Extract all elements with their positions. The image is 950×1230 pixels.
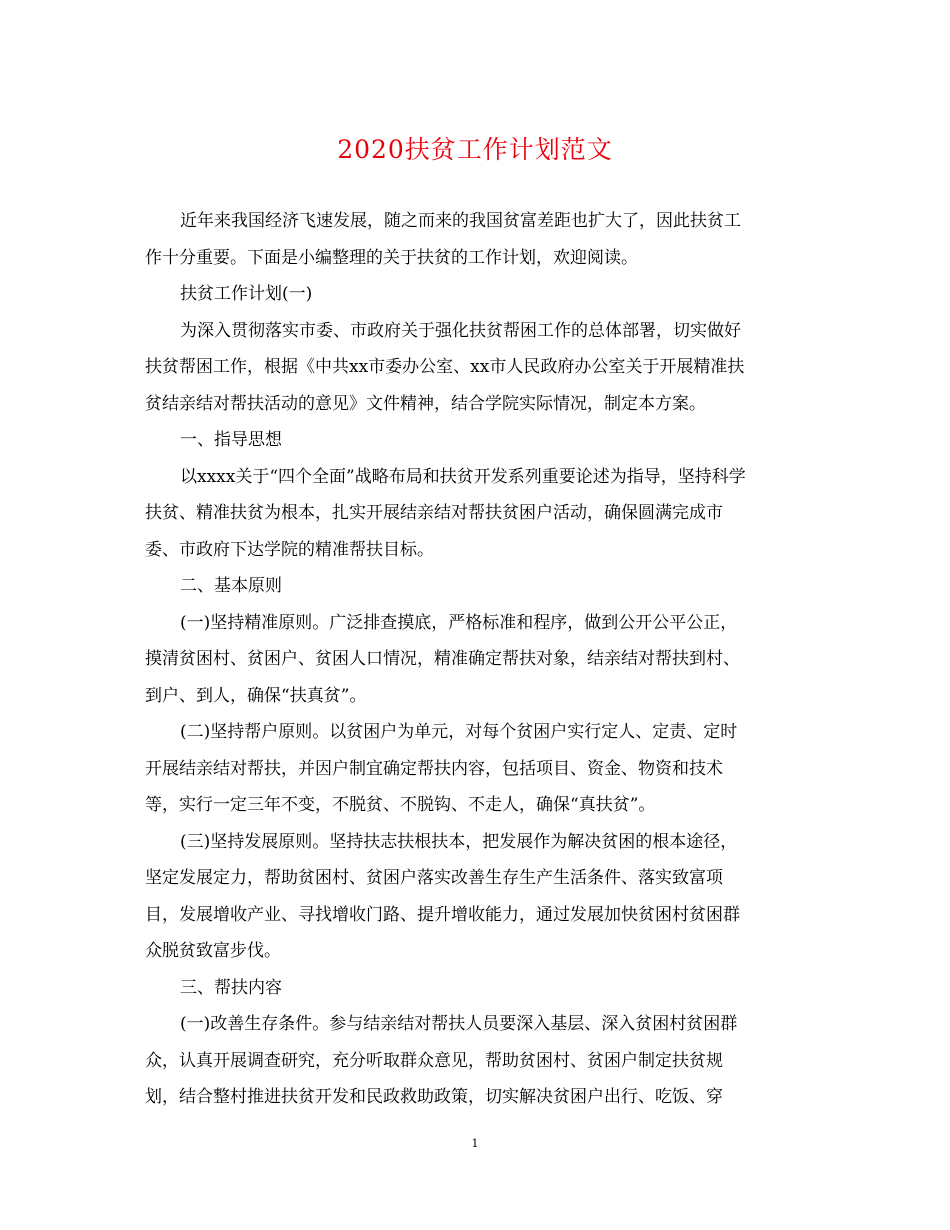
body-line: 委、市政府下达学院的精准帮扶目标。: [145, 539, 434, 560]
section-heading: 三、帮扶内容: [180, 977, 282, 998]
document-title: 2020扶贫工作计划范文: [337, 135, 613, 164]
body-line: 以xxxx关于“四个全面”战略布局和扶贫开发系列重要论述为指导，坚持科学: [180, 466, 746, 487]
body-line: 近年来我国经济飞速发展，随之而来的我国贫富差距也扩大了，因此扶贫工: [180, 211, 741, 231]
body-line: 开展结亲结对帮扶，并因户制宜确定帮扶内容，包括项目、资金、物资和技术: [145, 758, 723, 779]
body-line: 众，认真开展调查研究，充分听取群众意见，帮助贫困村、贫困户制定扶贫规: [145, 1050, 723, 1071]
body-line: 为深入贯彻落实市委、市政府关于强化扶贫帮困工作的总体部署，切实做好: [180, 320, 741, 341]
body-line: 等，实行一定三年不变，不脱贫、不脱钩、不走人，确保“真扶贫”。: [145, 795, 656, 815]
body-line: (一)改善生存条件。参与结亲结对帮扶人员要深入基层、深入贫困村贫困群: [180, 1014, 738, 1034]
body-line: (三)坚持发展原则。坚持扶志扶根扶本，把发展作为解决贫困的根本途径，: [180, 831, 738, 852]
body-line: 众脱贫致富步伐。: [145, 941, 281, 961]
section-heading: 一、指导思想: [180, 430, 282, 450]
document-body: [145, 203, 810, 1116]
body-line: (二)坚持帮户原则。以贫困户为单元，对每个贫困户实行定人、定责、定时: [180, 722, 738, 742]
body-line: 坚定发展定力，帮助贫困村、贫困户落实改善生存生产生活条件、落实致富项: [145, 868, 723, 888]
body-line: 到户、到人，确保“扶真贫”。: [145, 685, 367, 706]
page-number: 1: [471, 1137, 479, 1150]
body-line: 扶贫、精准扶贫为根本，扎实开展结亲结对帮扶贫困户活动，确保圆满完成市: [145, 503, 723, 523]
section-heading: 扶贫工作计划(一): [180, 284, 313, 304]
body-line: 摸清贫困村、贫困户、贫困人口情况，精准确定帮扶对象，结亲结对帮扶到村、: [145, 649, 740, 669]
body-line: 目，发展增收产业、寻找增收门路、提升增收能力，通过发展加快贫困村贫困群: [145, 904, 740, 925]
body-line: 贫结亲结对帮扶活动的意见》文件精神，结合学院实际情况，制定本方案。: [145, 393, 706, 414]
body-line: 扶贫帮困工作，根据《中共xx市委办公室、xx市人民政府办公室关于开展精准扶: [145, 357, 745, 377]
body-line: 划，结合整村推进扶贫开发和民政救助政策，切实解决贫困户出行、吃饭、穿: [145, 1087, 723, 1107]
section-heading: 二、基本原则: [180, 576, 282, 596]
body-line: 作十分重要。下面是小编整理的关于扶贫的工作计划，欢迎阅读。: [145, 247, 638, 268]
body-line: (一)坚持精准原则。广泛排查摸底，严格标准和程序，做到公开公平公正，: [180, 612, 738, 633]
